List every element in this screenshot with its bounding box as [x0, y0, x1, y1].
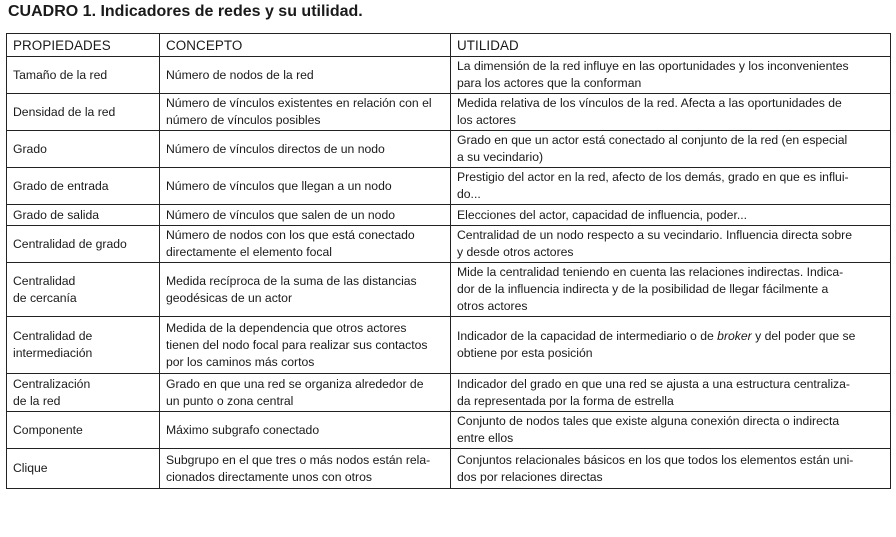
table-row — [7, 412, 891, 449]
table-row — [7, 131, 891, 168]
cell-propiedad: Grado — [7, 131, 160, 168]
cell-concepto: Grado en que una red se organiza alrededor de un punto o zona central — [160, 374, 451, 412]
table-row — [7, 57, 891, 94]
cell-utilidad: Conjunto de nodos tales que existe alguna conexión directa o indirecta entre ellos — [451, 412, 891, 449]
cell-propiedad: Grado de entrada — [7, 168, 160, 205]
cell-propiedad: Tamaño de la red — [7, 57, 160, 94]
cell-propiedad: Componente — [7, 412, 160, 449]
table-row — [7, 205, 891, 226]
cell-concepto: Número de nodos con los que está conectado directamente el elemento focal — [160, 226, 451, 263]
cell-propiedad: Centralización de la red — [7, 374, 160, 412]
cell-utilidad: Indicador del grado en que una red se ajusta a una estructura centraliza- da representada por la forma de estrella — [451, 374, 891, 412]
cell-utilidad — [451, 317, 891, 374]
network-indicators-table — [6, 33, 891, 489]
header-concepto: CONCEPTO — [160, 34, 451, 57]
cell-utilidad: Grado en que un actor está conectado al conjunto de la red (en especial a su vecindario) — [451, 131, 891, 168]
cell-utilidad: Centralidad de un nodo respecto a su vecindario. Influencia directa sobre y desde otros actores — [451, 226, 891, 263]
cell-concepto: Número de vínculos directos de un nodo — [160, 131, 451, 168]
header-propiedades: PROPIEDADES — [7, 34, 160, 57]
cell-utilidad: Prestigio del actor en la red, afecto de los demás, grado en que es influi- do... — [451, 168, 891, 205]
cell-utilidad: Conjuntos relacionales básicos en los que todos los elementos están uni- dos por relaciones directas — [451, 449, 891, 489]
table-row — [7, 374, 891, 412]
table-row — [7, 449, 891, 489]
cell-concepto: Medida recíproca de la suma de las distancias geodésicas de un actor — [160, 263, 451, 317]
table-row — [7, 226, 891, 263]
cell-utilidad: La dimensión de la red influye en las oportunidades y los inconvenientes para los actores que la conforman — [451, 57, 891, 94]
cell-concepto: Número de vínculos que salen de un nodo — [160, 205, 451, 226]
table-row — [7, 94, 891, 131]
header-utilidad: UTILIDAD — [451, 34, 891, 57]
table-caption: CUADRO 1. Indicadores de redes y su utilidad. — [8, 3, 363, 20]
cell-propiedad: Grado de salida — [7, 205, 160, 226]
cell-propiedad: Centralidad de intermediación — [7, 317, 160, 374]
cell-concepto: Máximo subgrafo conectado — [160, 412, 451, 449]
cell-concepto: Subgrupo en el que tres o más nodos están rela- cionados directamente unos con otros — [160, 449, 451, 489]
cell-concepto: Número de vínculos que llegan a un nodo — [160, 168, 451, 205]
cell-utilidad: Elecciones del actor, capacidad de influencia, poder... — [451, 205, 891, 226]
cell-concepto: Medida de la dependencia que otros actores tienen del nodo focal para realizar sus contactos por los caminos más cortos — [160, 317, 451, 374]
cell-utilidad: Mide la centralidad teniendo en cuenta las relaciones indirectas. Indica- dor de la influencia indirecta y de la posibilidad de llegar fácilmente a otros actores — [451, 263, 891, 317]
cell-propiedad: Densidad de la red — [7, 94, 160, 131]
table-header-row — [7, 34, 891, 57]
utilidad-text-italic: broker — [717, 329, 752, 343]
table-row — [7, 168, 891, 205]
cell-propiedad: Centralidad de grado — [7, 226, 160, 263]
cell-utilidad: Medida relativa de los vínculos de la red. Afecta a las oportunidades de los actores — [451, 94, 891, 131]
cell-concepto: Número de vínculos existentes en relación con el número de vínculos posibles — [160, 94, 451, 131]
utilidad-text-start: Indicador de la capacidad de intermediario o de — [457, 329, 718, 343]
table-row — [7, 263, 891, 317]
cell-propiedad: Clique — [7, 449, 160, 489]
cell-propiedad: Centralidad de cercanía — [7, 263, 160, 317]
utilidad-text-end: y del poder que se obtiene por esta posición — [457, 329, 856, 360]
table-row — [7, 317, 891, 374]
cell-concepto: Número de nodos de la red — [160, 57, 451, 94]
